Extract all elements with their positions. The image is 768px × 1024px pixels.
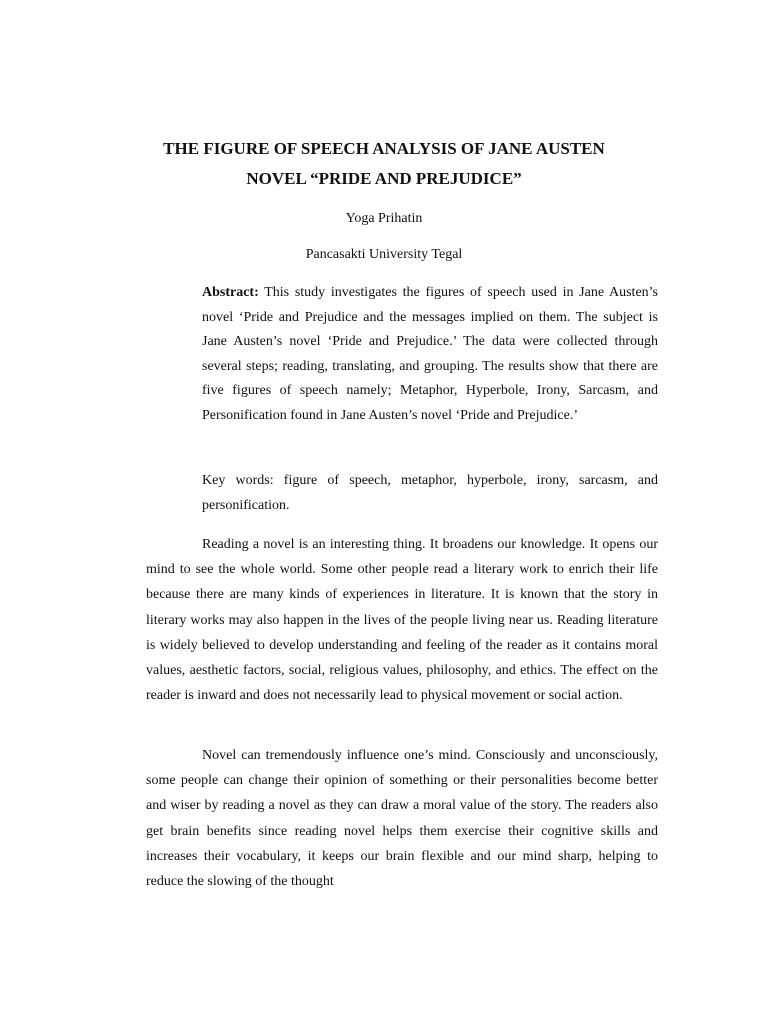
author-name: Yoga Prihatin (345, 211, 423, 226)
abstract-label: Abstract: (202, 285, 259, 300)
paper-title-line-2: NOVEL “PRIDE AND PREJUDICE” (246, 169, 522, 188)
body-paragraph: Reading a novel is an interesting thing. It broadens our knowledge. It opens our mind to see the whole world. Some other people read a literary work to enrich their life because there are many kinds of experiences in literature. It is known that the story in literary works may also happen in the lives of the people living near us. Reading literature is widely believed to develop understanding and feeling of the reader as it contains moral values, aesthetic factors, social, religious values, philosophy, and ethics. The effect on the reader is inward and does not necessarily lead to physical movement or social action. (146, 537, 658, 704)
author-affiliation: Pancasakti University Tegal (305, 247, 463, 262)
keywords: Key words: figure of speech, metaphor, hyperbole, irony, sarcasm, and personification. (202, 473, 658, 513)
paper-title-line-1: THE FIGURE OF SPEECH ANALYSIS OF JANE AUSTEN (163, 139, 605, 158)
abstract (202, 281, 658, 428)
body-paragraph: Novel can tremendously influence one’s mind. Consciously and unconsciously, some people can change their opinion of something or their personalities become better and wiser by reading a novel as they can draw a moral value of the story. The readers also get brain benefits since reading novel helps them exercise their cognitive skills and increases their vocabulary, it keeps our brain flexible and our mind sharp, helping to reduce the slowing of the thought (146, 748, 658, 890)
abstract-text: This study investigates the figures of speech used in Jane Austen’s novel ‘Pride and Prejudice and the messages implied on them. The subject is Jane Austen’s novel ‘Pride and Prejudice.’ The data were collected through several steps; reading, translating, and grouping. The results show that there are five figures of speech namely; Metaphor, Hyperbole, Irony, Sarcasm, and Personification found in Jane Austen’s novel ‘Pride and Prejudice.’ (202, 285, 658, 423)
